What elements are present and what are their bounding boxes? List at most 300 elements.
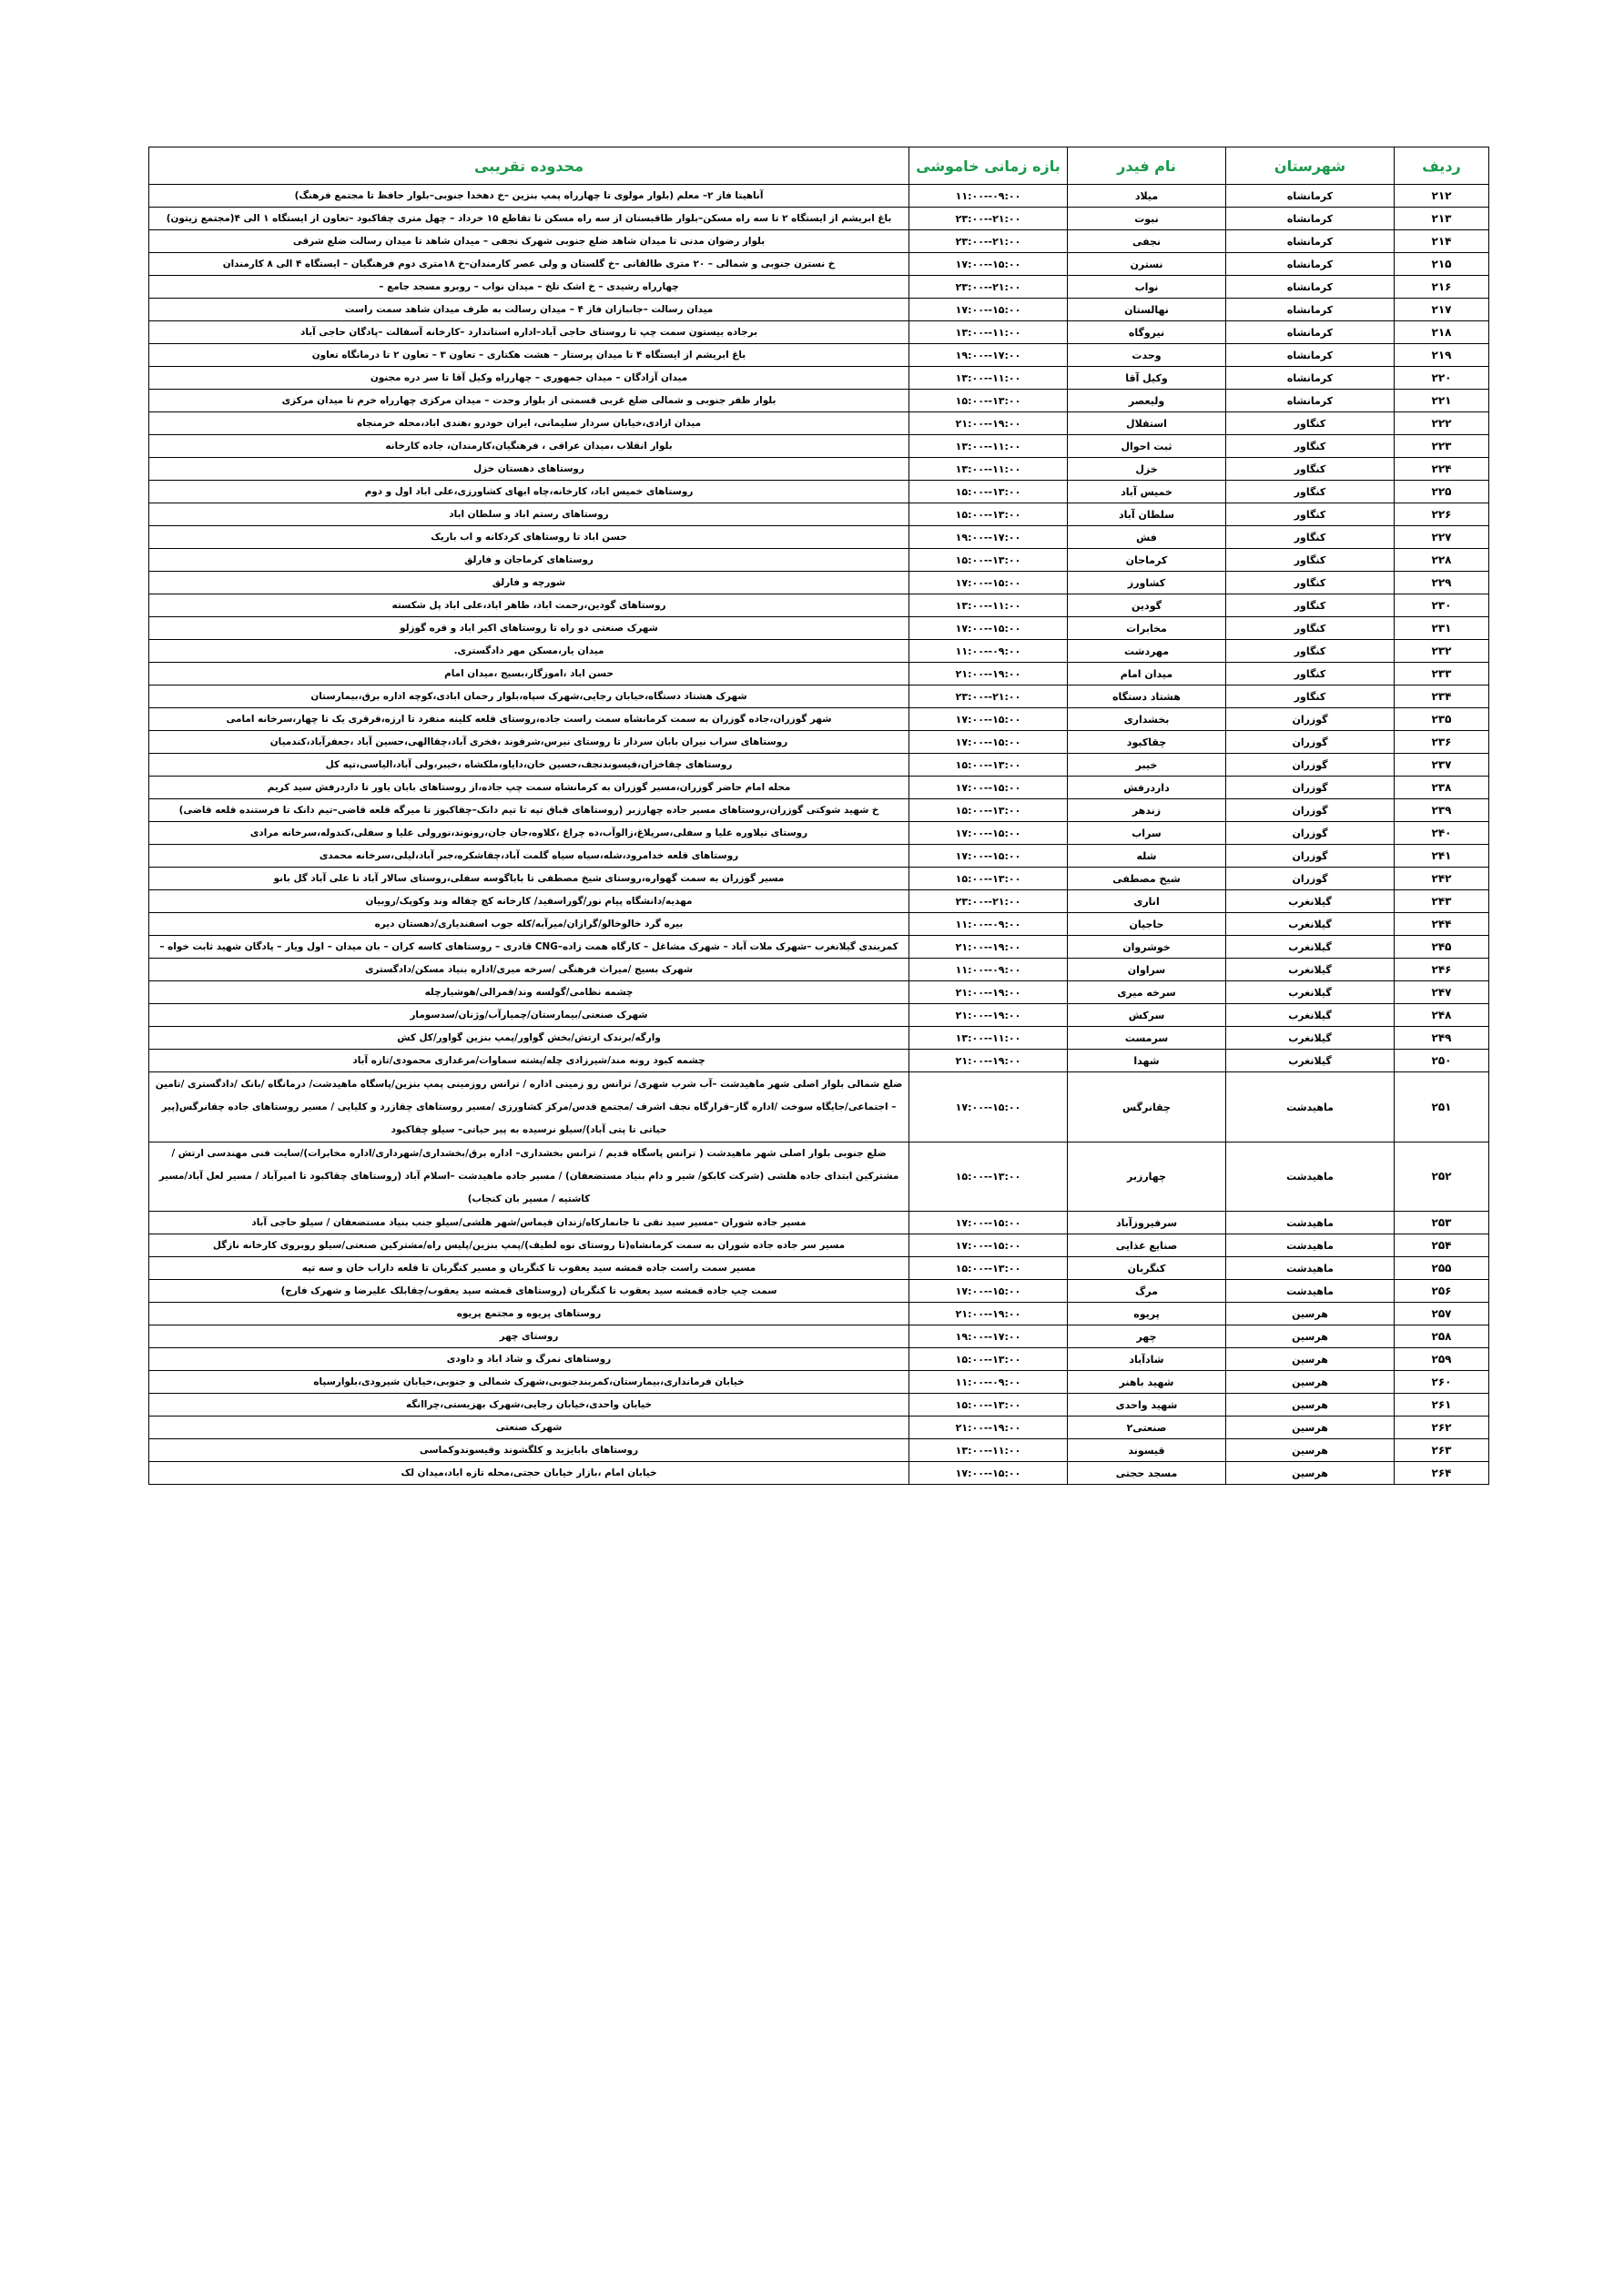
outage-time-cell: ۱۳:۰۰--۱۵:۰۰ (909, 481, 1068, 503)
area-cell: خیابان واحدی،خیابان رجایی،شهرک بهزیستی،چراانگه (149, 1394, 909, 1417)
area-cell: میدان رسالت –جانبازان فاز ۴ – میدان رسالت به طرف میدان شاهد سمت راست (149, 299, 909, 321)
county-cell: گوزران (1226, 799, 1395, 822)
feeder-cell: چقاکبود (1068, 731, 1226, 754)
county-cell: کرمانشاه (1226, 276, 1395, 299)
outage-time-cell: ۱۵:۰۰--۱۷:۰۰ (909, 1280, 1068, 1303)
feeder-cell: سرخه میری (1068, 981, 1226, 1004)
table-row (149, 1417, 1489, 1439)
outage-time-cell: ۱۳:۰۰--۱۵:۰۰ (909, 868, 1068, 890)
feeder-cell: قیسوند (1068, 1439, 1226, 1462)
feeder-cell: نسترن (1068, 253, 1226, 276)
area-cell: روستاهای سراب نیران بابان سردار تا روستای نیرس،شرفوند ،فخری آباد،چقاالهی،حسین آباد ،جعفرآباد،کندمیان (149, 731, 909, 754)
county-cell: کنگاور (1226, 685, 1395, 708)
area-cell: چشمه نظامی/گولسه وند/قمرالی/هوشیارچله (149, 981, 909, 1004)
outage-schedule-sheet (148, 147, 1488, 1485)
feeder-cell: سرکش (1068, 1004, 1226, 1027)
area-cell: شهرک صنعتی (149, 1417, 909, 1439)
area-cell: روستاهای بابایزید و کلگشوند وقیسوندوکماسی (149, 1439, 909, 1462)
table-row (149, 845, 1489, 868)
area-cell: روستاهای نمرگ و شاد اباد و داودی (149, 1348, 909, 1371)
header-area: محدوده تقریبی (149, 147, 909, 185)
area-cell: سمت چپ جاده قمشه سید یعقوب تا کنگربان (روستاهای قمشه سید یعقوب/چقابلک علیرضا و شهرک فارج) (149, 1280, 909, 1303)
county-cell: کرمانشاه (1226, 208, 1395, 230)
row-number-cell: ۲۳۲ (1395, 640, 1489, 663)
area-cell: روستاهای پریوه و مجتمع پریوه (149, 1303, 909, 1325)
county-cell: گیلانغرب (1226, 1027, 1395, 1050)
row-number-cell: ۲۴۶ (1395, 959, 1489, 981)
county-cell: گوزران (1226, 708, 1395, 731)
feeder-cell: نجفی (1068, 230, 1226, 253)
outage-time-cell: ۰۹:۰۰--۱۱:۰۰ (909, 959, 1068, 981)
row-number-cell: ۲۴۵ (1395, 936, 1489, 959)
area-cell: خ نسترن جنوبی و شمالی – ۲۰ متری طالقانی –خ گلستان و ولی عصر کارمندان–خ ۱۸متری دوم فرهنگیان – ایستگاه ۴ الی ۸ کارمندان (149, 253, 909, 276)
table-row (149, 1004, 1489, 1027)
feeder-cell: چهارزبر (1068, 1142, 1226, 1212)
row-number-cell: ۲۵۷ (1395, 1303, 1489, 1325)
outage-time-cell: ۱۱:۰۰--۱۳:۰۰ (909, 367, 1068, 390)
feeder-cell: صنعتی۲ (1068, 1417, 1226, 1439)
table-row (149, 822, 1489, 845)
feeder-cell: پریوه (1068, 1303, 1226, 1325)
table-row (149, 390, 1489, 412)
feeder-cell: شادآباد (1068, 1348, 1226, 1371)
row-number-cell: ۲۴۱ (1395, 845, 1489, 868)
table-row (149, 913, 1489, 936)
table-row (149, 1280, 1489, 1303)
feeder-cell: وکیل آقا (1068, 367, 1226, 390)
feeder-cell: سراب (1068, 822, 1226, 845)
row-number-cell: ۲۵۲ (1395, 1142, 1489, 1212)
area-cell: روستای نیلاوره علیا و سفلی،سرپلاغ،زالوآب،ده چراغ ،کلاوه،جان جان،رونوند،نورولی علیا و سفلی،کندوله،سرخانه مرادی (149, 822, 909, 845)
feeder-cell: نیروگاه (1068, 321, 1226, 344)
row-number-cell: ۲۴۳ (1395, 890, 1489, 913)
feeder-cell: شهید باهنر (1068, 1371, 1226, 1394)
feeder-cell: بخشداری (1068, 708, 1226, 731)
table-row (149, 208, 1489, 230)
area-cell: وارگه/برندک ارتش/بخش گواور/پمپ بنزین گواور/کل کش (149, 1027, 909, 1050)
area-cell: شهرک صنعتی دو راه تا روستاهای اکبر اباد و قره گوزلو (149, 617, 909, 640)
area-cell: روستاهای قلعه خدامرود،شله،سیاه سیاه گلمت آباد،چقاشکره،جبر آباد،لیلی،سرخانه محمدی (149, 845, 909, 868)
county-cell: کنگاور (1226, 458, 1395, 481)
county-cell: هرسین (1226, 1325, 1395, 1348)
table-row (149, 367, 1489, 390)
outage-time-cell: ۱۵:۰۰--۱۷:۰۰ (909, 731, 1068, 754)
outage-time-cell: ۱۵:۰۰--۱۷:۰۰ (909, 617, 1068, 640)
area-cell: ضلع جنوبی بلوار اصلی شهر ماهیدشت ( ترانس پاسگاه قدیم / ترانس بخشداری– اداره برق/بخشداری/شهرداری/اداره مخابرات)/سایت فنی مهندسی ارتش / مشترکین ابتدای جاده هلشی (شرکت کابکو/ شیر و دام بنیاد مستضعفان) / مسیر جاده ماهیدشت –اسلام آباد (روستاهای چقاکبود تا امیرآباد / مسیر لعل آباد/مسیر کاشتیه / مسیر بان کنجاب) (149, 1142, 909, 1212)
area-cell: شهرک بسیج /میراث فرهنگی /سرخه میری/اداره بنیاد مسکن/دادگستری (149, 959, 909, 981)
outage-time-cell: ۱۹:۰۰--۲۱:۰۰ (909, 663, 1068, 685)
table-row (149, 1303, 1489, 1325)
outage-time-cell: ۱۱:۰۰--۱۳:۰۰ (909, 435, 1068, 458)
area-cell: روستاهای کرماجان و فارلق (149, 549, 909, 572)
outage-time-cell: ۱۳:۰۰--۱۵:۰۰ (909, 1142, 1068, 1212)
row-number-cell: ۲۳۹ (1395, 799, 1489, 822)
outage-time-cell: ۱۹:۰۰--۲۱:۰۰ (909, 981, 1068, 1004)
row-number-cell: ۲۴۹ (1395, 1027, 1489, 1050)
row-number-cell: ۲۱۵ (1395, 253, 1489, 276)
row-number-cell: ۲۶۴ (1395, 1462, 1489, 1485)
table-row (149, 1257, 1489, 1280)
outage-time-cell: ۱۵:۰۰--۱۷:۰۰ (909, 253, 1068, 276)
feeder-cell: شله (1068, 845, 1226, 868)
table-row (149, 868, 1489, 890)
feeder-cell: ثبت احوال (1068, 435, 1226, 458)
table-row (149, 1050, 1489, 1072)
county-cell: کرمانشاه (1226, 253, 1395, 276)
row-number-cell: ۲۱۶ (1395, 276, 1489, 299)
county-cell: ماهیدشت (1226, 1072, 1395, 1142)
outage-time-cell: ۱۳:۰۰--۱۵:۰۰ (909, 549, 1068, 572)
area-cell: ضلع شمالی بلوار اصلی شهر ماهیدشت –آب شرب شهری/ ترانس رو زمینی اداره / ترانس روزمینی پمپ بنزین/پاسگاه ماهیدشت/ درمانگاه /بانک /دادگستری /تامین – اجتماعی/جایگاه سوخت /اداره گاز–قرارگاه نجف اشرف /مجتمع قدس/مرکز کشاورزی /مسیر روستاهای چقازرد و کلیایی / مسیر روستاهای جاده چقانرگس(پیر حیاتی تا پتی آباد)/سیلو نرسیده به پیر حیاتی– سیلو چقاکبود (149, 1072, 909, 1142)
feeder-cell: حاجیان (1068, 913, 1226, 936)
area-cell: کمربندی گیلانغرب –شهرک ملات آباد – شهرک مشاغل – کارگاه همت زاده–CNG قادری – روستاهای کاسه کران – بان میدان – اول ویار – پادگان شهید ثابت خواه – (149, 936, 909, 959)
feeder-cell: خمیس آباد (1068, 481, 1226, 503)
row-number-cell: ۲۴۲ (1395, 868, 1489, 890)
area-cell: بیره گرد خالوخالو/گرازان/میرآبه/کله جوب اسفندیاری/دهستان دیره (149, 913, 909, 936)
outage-table (148, 147, 1489, 1485)
county-cell: کنگاور (1226, 481, 1395, 503)
outage-time-cell: ۲۱:۰۰--۲۳:۰۰ (909, 230, 1068, 253)
header-outage-time: بازه زمانی خاموشی (909, 147, 1068, 185)
table-row (149, 572, 1489, 594)
outage-time-cell: ۱۵:۰۰--۱۷:۰۰ (909, 777, 1068, 799)
row-number-cell: ۲۱۴ (1395, 230, 1489, 253)
area-cell: آناهیتا فاز ۲– معلم (بلوار مولوی تا چهارراه پمپ بنزین –خ دهخدا جنوبی–بلوار حافظ تا مجتمع فرهنگ) (149, 185, 909, 208)
area-cell: خ شهید شوکتی گوزران،روستاهای مسیر جاده چهارزبر (روستاهای قباق تپه تا تیم دانک–چقاکبوز تا میرگه قلعه قاضی–تیم دانک تا فرستنده قلعه قاضی) (149, 799, 909, 822)
row-number-cell: ۲۵۰ (1395, 1050, 1489, 1072)
feeder-cell: صنایع غذایی (1068, 1234, 1226, 1257)
county-cell: گیلانغرب (1226, 913, 1395, 936)
table-row (149, 594, 1489, 617)
area-cell: مسیر سمت راست جاده قمشه سید یعقوب تا کنگربان و مسیر کنگربان تا قلعه داراب خان و سه تپه (149, 1257, 909, 1280)
outage-time-cell: ۰۹:۰۰--۱۱:۰۰ (909, 185, 1068, 208)
row-number-cell: ۲۳۴ (1395, 685, 1489, 708)
area-cell: مسیر جاده شوران –مسیر سید نقی تا جانمارکاه/زندان قیماس/شهر هلشی/سیلو جنب بنیاد مستضعفان / سیلو حاجی آباد (149, 1212, 909, 1234)
table-row (149, 503, 1489, 526)
feeder-cell: استقلال (1068, 412, 1226, 435)
row-number-cell: ۲۶۱ (1395, 1394, 1489, 1417)
feeder-cell: خزل (1068, 458, 1226, 481)
area-cell: برجاده بیستون سمت چپ تا روستای حاجی آباد–اداره استاندارد –کارخانه آسفالت –پادگان حاجی آباد (149, 321, 909, 344)
table-row (149, 1234, 1489, 1257)
table-row (149, 458, 1489, 481)
outage-time-cell: ۱۱:۰۰--۱۳:۰۰ (909, 1439, 1068, 1462)
county-cell: هرسین (1226, 1348, 1395, 1371)
feeder-cell: فش (1068, 526, 1226, 549)
outage-time-cell: ۰۹:۰۰--۱۱:۰۰ (909, 913, 1068, 936)
table-row (149, 685, 1489, 708)
feeder-cell: سرمست (1068, 1027, 1226, 1050)
feeder-cell: کرماجان (1068, 549, 1226, 572)
table-row (149, 185, 1489, 208)
table-row (149, 1348, 1489, 1371)
feeder-cell: نهالستان (1068, 299, 1226, 321)
feeder-cell: چقانرگس (1068, 1072, 1226, 1142)
table-row (149, 731, 1489, 754)
table-row (149, 230, 1489, 253)
feeder-cell: وحدت (1068, 344, 1226, 367)
table-row (149, 344, 1489, 367)
area-cell: میدان یار،مسکن مهر دادگستری. (149, 640, 909, 663)
row-number-cell: ۲۲۱ (1395, 390, 1489, 412)
county-cell: هرسین (1226, 1371, 1395, 1394)
outage-time-cell: ۱۹:۰۰--۲۱:۰۰ (909, 1303, 1068, 1325)
feeder-cell: سراوان (1068, 959, 1226, 981)
table-row (149, 1072, 1489, 1142)
outage-time-cell: ۲۱:۰۰--۲۳:۰۰ (909, 890, 1068, 913)
county-cell: هرسین (1226, 1462, 1395, 1485)
row-number-cell: ۲۵۵ (1395, 1257, 1489, 1280)
feeder-cell: سلطان آباد (1068, 503, 1226, 526)
area-cell: بلوار ظفر جنوبی و شمالی ضلع غربی قسمتی از بلوار وحدت – میدان مرکزی چهارراه خرم تا میدان مرکزی (149, 390, 909, 412)
area-cell: حسن اباد ،اموزگار،بسیج ،میدان امام (149, 663, 909, 685)
outage-time-cell: ۲۱:۰۰--۲۳:۰۰ (909, 685, 1068, 708)
outage-time-cell: ۱۳:۰۰--۱۵:۰۰ (909, 1348, 1068, 1371)
table-row (149, 276, 1489, 299)
table-row (149, 708, 1489, 731)
area-cell: بلوار انقلاب ،میدان عراقی ، فرهنگیان،کارمندان، جاده کارخانه (149, 435, 909, 458)
outage-time-cell: ۱۵:۰۰--۱۷:۰۰ (909, 1462, 1068, 1485)
county-cell: گیلانغرب (1226, 1050, 1395, 1072)
feeder-cell: کنگربان (1068, 1257, 1226, 1280)
row-number-cell: ۲۴۷ (1395, 981, 1489, 1004)
county-cell: کنگاور (1226, 503, 1395, 526)
table-row (149, 936, 1489, 959)
row-number-cell: ۲۳۱ (1395, 617, 1489, 640)
area-cell: روستای چهر (149, 1325, 909, 1348)
outage-time-cell: ۱۱:۰۰--۱۳:۰۰ (909, 458, 1068, 481)
county-cell: کنگاور (1226, 526, 1395, 549)
area-cell: باغ ابریشم از ایستگاه ۴ تا میدان پرستار – هشت هکتاری – تعاون ۳ – تعاون ۲ تا درمانگاه تعاون (149, 344, 909, 367)
row-number-cell: ۲۱۹ (1395, 344, 1489, 367)
area-cell: چهارراه رشیدی – خ اشک تلخ – میدان نواب – روبرو مسجد جامع – (149, 276, 909, 299)
row-number-cell: ۲۲۳ (1395, 435, 1489, 458)
row-number-cell: ۲۳۳ (1395, 663, 1489, 685)
feeder-cell: شهدا (1068, 1050, 1226, 1072)
county-cell: کنگاور (1226, 435, 1395, 458)
outage-time-cell: ۱۷:۰۰--۱۹:۰۰ (909, 344, 1068, 367)
county-cell: گیلانغرب (1226, 890, 1395, 913)
county-cell: کرمانشاه (1226, 367, 1395, 390)
county-cell: کنگاور (1226, 412, 1395, 435)
table-row (149, 481, 1489, 503)
outage-time-cell: ۱۵:۰۰--۱۷:۰۰ (909, 822, 1068, 845)
outage-time-cell: ۱۳:۰۰--۱۵:۰۰ (909, 1257, 1068, 1280)
row-number-cell: ۲۵۹ (1395, 1348, 1489, 1371)
row-number-cell: ۲۴۸ (1395, 1004, 1489, 1027)
feeder-cell: میلاد (1068, 185, 1226, 208)
county-cell: کنگاور (1226, 663, 1395, 685)
feeder-cell: مرگ (1068, 1280, 1226, 1303)
outage-time-cell: ۱۳:۰۰--۱۵:۰۰ (909, 390, 1068, 412)
outage-time-cell: ۱۳:۰۰--۱۵:۰۰ (909, 503, 1068, 526)
county-cell: ماهیدشت (1226, 1234, 1395, 1257)
feeder-cell: مهردشت (1068, 640, 1226, 663)
outage-time-cell: ۱۵:۰۰--۱۷:۰۰ (909, 1072, 1068, 1142)
area-cell: باغ ابریشم از ایستگاه ۲ تا سه راه مسکن–بلوار طاقبستان از سه راه مسکن تا تقاطع ۱۵ خرداد – چهل متری چقاکبود –تعاون از ایستگاه ۱ الی ۴(مجتمع زیتون) (149, 208, 909, 230)
table-row (149, 253, 1489, 276)
area-cell: میدان آزادگان – میدان جمهوری – چهارراه وکیل آقا تا سر دره مجنون (149, 367, 909, 390)
county-cell: کنگاور (1226, 572, 1395, 594)
table-row (149, 663, 1489, 685)
table-row (149, 754, 1489, 777)
county-cell: ماهیدشت (1226, 1142, 1395, 1212)
feeder-cell: ولیعصر (1068, 390, 1226, 412)
header-row-number: ردیف (1395, 147, 1489, 185)
table-row (149, 412, 1489, 435)
feeder-cell: شهید واحدی (1068, 1394, 1226, 1417)
row-number-cell: ۲۱۸ (1395, 321, 1489, 344)
table-row (149, 1371, 1489, 1394)
outage-time-cell: ۱۵:۰۰--۱۷:۰۰ (909, 845, 1068, 868)
area-cell: روستاهای دهستان خزل (149, 458, 909, 481)
county-cell: هرسین (1226, 1303, 1395, 1325)
header-feeder: نام فیدر (1068, 147, 1226, 185)
outage-time-cell: ۱۳:۰۰--۱۵:۰۰ (909, 799, 1068, 822)
outage-time-cell: ۱۳:۰۰--۱۵:۰۰ (909, 1394, 1068, 1417)
table-row (149, 1394, 1489, 1417)
row-number-cell: ۲۳۸ (1395, 777, 1489, 799)
row-number-cell: ۲۲۹ (1395, 572, 1489, 594)
county-cell: هرسین (1226, 1417, 1395, 1439)
row-number-cell: ۲۶۳ (1395, 1439, 1489, 1462)
outage-time-cell: ۱۹:۰۰--۲۱:۰۰ (909, 1417, 1068, 1439)
county-cell: گوزران (1226, 822, 1395, 845)
row-number-cell: ۲۳۰ (1395, 594, 1489, 617)
row-number-cell: ۲۲۸ (1395, 549, 1489, 572)
county-cell: کرمانشاه (1226, 344, 1395, 367)
county-cell: گوزران (1226, 754, 1395, 777)
county-cell: کرمانشاه (1226, 185, 1395, 208)
feeder-cell: نبوت (1068, 208, 1226, 230)
county-cell: هرسین (1226, 1394, 1395, 1417)
county-cell: گیلانغرب (1226, 936, 1395, 959)
table-row (149, 1462, 1489, 1485)
outage-time-cell: ۱۵:۰۰--۱۷:۰۰ (909, 1234, 1068, 1257)
table-row (149, 890, 1489, 913)
header-row (149, 147, 1489, 185)
county-cell: گوزران (1226, 731, 1395, 754)
feeder-cell: میدان امام (1068, 663, 1226, 685)
outage-time-cell: ۱۵:۰۰--۱۷:۰۰ (909, 299, 1068, 321)
header-county: شهرستان (1226, 147, 1395, 185)
county-cell: گیلانغرب (1226, 1004, 1395, 1027)
row-number-cell: ۲۲۶ (1395, 503, 1489, 526)
county-cell: کنگاور (1226, 640, 1395, 663)
area-cell: روستاهای گودین،رحمت اباد، طاهر اباد،علی اباد پل شکسته (149, 594, 909, 617)
row-number-cell: ۲۶۲ (1395, 1417, 1489, 1439)
county-cell: ماهیدشت (1226, 1212, 1395, 1234)
county-cell: گیلانغرب (1226, 959, 1395, 981)
row-number-cell: ۲۱۳ (1395, 208, 1489, 230)
outage-time-cell: ۱۹:۰۰--۲۱:۰۰ (909, 936, 1068, 959)
area-cell: شهرک صنعتی/بیمارستان/چمیارآب/وژنان/سدسومار (149, 1004, 909, 1027)
outage-time-cell: ۱۹:۰۰--۲۱:۰۰ (909, 412, 1068, 435)
county-cell: ماهیدشت (1226, 1280, 1395, 1303)
area-cell: روستاهای چقاخزان،قیسوندنجف،حسین خان،دایاو،ملکشاه ،خیبر،ولی آباد،الیاسی،تپه کل (149, 754, 909, 777)
row-number-cell: ۲۵۴ (1395, 1234, 1489, 1257)
outage-time-cell: ۱۹:۰۰--۲۱:۰۰ (909, 1004, 1068, 1027)
feeder-cell: چهر (1068, 1325, 1226, 1348)
outage-time-cell: ۲۱:۰۰--۲۳:۰۰ (909, 208, 1068, 230)
area-cell: مهدیه/دانشگاه پیام نور/گوراسفید/ کارخانه کچ چقاله وند وکوپک/روبیان (149, 890, 909, 913)
area-cell: حسن اباد تا روستاهای کردکانه و اب باریک (149, 526, 909, 549)
table-row (149, 1142, 1489, 1212)
feeder-cell: خیبر (1068, 754, 1226, 777)
feeder-cell: مخابرات (1068, 617, 1226, 640)
table-row (149, 777, 1489, 799)
table-body (149, 185, 1489, 1485)
row-number-cell: ۲۴۰ (1395, 822, 1489, 845)
row-number-cell: ۲۵۱ (1395, 1072, 1489, 1142)
county-cell: ماهیدشت (1226, 1257, 1395, 1280)
county-cell: گوزران (1226, 777, 1395, 799)
feeder-cell: گودین (1068, 594, 1226, 617)
outage-time-cell: ۱۵:۰۰--۱۷:۰۰ (909, 1212, 1068, 1234)
outage-time-cell: ۱۵:۰۰--۱۷:۰۰ (909, 572, 1068, 594)
table-row (149, 1027, 1489, 1050)
county-cell: گوزران (1226, 845, 1395, 868)
row-number-cell: ۲۲۵ (1395, 481, 1489, 503)
outage-time-cell: ۱۳:۰۰--۱۵:۰۰ (909, 754, 1068, 777)
area-cell: شورچه و فارلق (149, 572, 909, 594)
feeder-cell: خوشروان (1068, 936, 1226, 959)
table-row (149, 321, 1489, 344)
row-number-cell: ۲۳۵ (1395, 708, 1489, 731)
table-row (149, 549, 1489, 572)
table-row (149, 617, 1489, 640)
area-cell: روستاهای رستم اباد و سلطان اباد (149, 503, 909, 526)
row-number-cell: ۲۲۲ (1395, 412, 1489, 435)
row-number-cell: ۲۲۷ (1395, 526, 1489, 549)
feeder-cell: سرفیروزآباد (1068, 1212, 1226, 1234)
area-cell: شهر گوزران،جاده گوزران به سمت کرمانشاه سمت راست جاده،روستای قلعه کلینه منفرد تا ارزه،قرقری یک تا چهار،سرخانه امامی (149, 708, 909, 731)
table-row (149, 1325, 1489, 1348)
outage-time-cell: ۱۷:۰۰--۱۹:۰۰ (909, 1325, 1068, 1348)
row-number-cell: ۲۳۶ (1395, 731, 1489, 754)
area-cell: بلوار رضوان مدنی تا میدان شاهد ضلع جنوبی شهرک نجفی – میدان شاهد تا میدان رسالت ضلع شرقی (149, 230, 909, 253)
county-cell: کرمانشاه (1226, 390, 1395, 412)
feeder-cell: اناری (1068, 890, 1226, 913)
area-cell: چشمه کبود رونه مند/شیرزادی چله/پشته سماوات/مرغداری محمودی/تازه آباد (149, 1050, 909, 1072)
county-cell: کرمانشاه (1226, 321, 1395, 344)
feeder-cell: کشاورز (1068, 572, 1226, 594)
area-cell: شهرک هشتاد دستگاه،خیابان رجایی،شهرک سپاه،بلوار رحمان ابادی،کوچه اداره برق،بیمارستان (149, 685, 909, 708)
feeder-cell: شیخ مصطفی (1068, 868, 1226, 890)
area-cell: محله امام حاضر گوزران،مسیر گوزران به کرمانشاه سمت چپ جاده،از روستاهای بابان یاور تا داردرفش سید کریم (149, 777, 909, 799)
outage-time-cell: ۱۱:۰۰--۱۳:۰۰ (909, 594, 1068, 617)
feeder-cell: داردرفش (1068, 777, 1226, 799)
table-row (149, 799, 1489, 822)
row-number-cell: ۲۲۰ (1395, 367, 1489, 390)
row-number-cell: ۲۱۷ (1395, 299, 1489, 321)
feeder-cell: مسجد حجتی (1068, 1462, 1226, 1485)
table-row (149, 640, 1489, 663)
table-row (149, 1212, 1489, 1234)
area-cell: میدان ازادی،خیابان سردار سلیمانی، ایران خودرو ،هندی اباد،محله خرمنجاه (149, 412, 909, 435)
outage-time-cell: ۰۹:۰۰--۱۱:۰۰ (909, 1371, 1068, 1394)
row-number-cell: ۲۴۴ (1395, 913, 1489, 936)
outage-time-cell: ۱۹:۰۰--۲۱:۰۰ (909, 1050, 1068, 1072)
row-number-cell: ۲۵۶ (1395, 1280, 1489, 1303)
area-cell: مسیر گوزران به سمت گهواره،روستای شیخ مصطفی تا باباگوسه سفلی،روستای سالار آباد تا علی آباد گل بانو (149, 868, 909, 890)
outage-time-cell: ۱۵:۰۰--۱۷:۰۰ (909, 708, 1068, 731)
row-number-cell: ۲۱۲ (1395, 185, 1489, 208)
outage-time-cell: ۲۱:۰۰--۲۳:۰۰ (909, 276, 1068, 299)
table-row (149, 981, 1489, 1004)
county-cell: کنگاور (1226, 617, 1395, 640)
outage-time-cell: ۰۹:۰۰--۱۱:۰۰ (909, 640, 1068, 663)
